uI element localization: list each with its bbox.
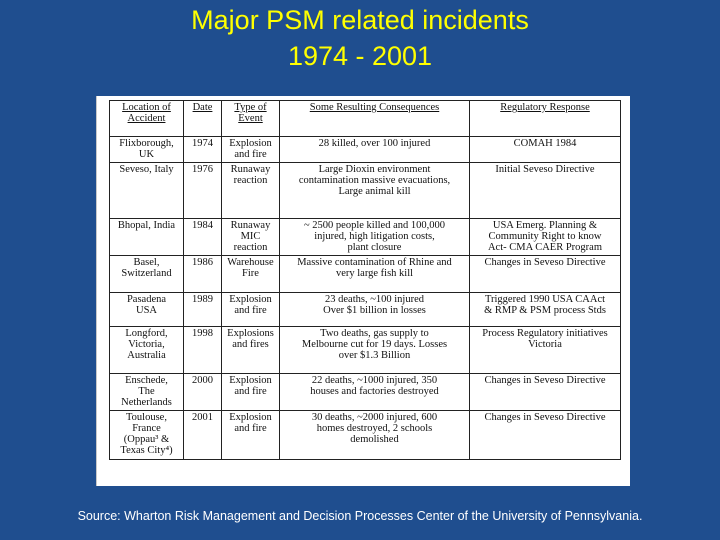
header-line: Type of [234,102,267,113]
cell-line: 1976 [192,164,213,175]
header-line: Regulatory Response [500,102,590,113]
cell-line: 30 deaths, ~2000 injured, 600 [311,412,438,423]
header-consequences [280,101,470,137]
cell-line: 2001 [192,412,213,423]
cell-line: 1989 [192,294,213,305]
cell-date [184,137,222,163]
cell-line: Seveso, Italy [119,164,174,175]
cell-line: 23 deaths, ~100 injured [325,294,424,305]
cell-line: and fire [234,305,267,316]
cell-line: Initial Seveso Directive [495,164,595,175]
cell-location [110,137,184,163]
cell-event-type [222,163,280,219]
cell-line: 1986 [192,257,213,268]
cell-line: Netherlands [121,397,172,408]
cell-regulatory-response [470,163,621,219]
header-event-type [222,101,280,137]
cell-line: Community Right to know [488,231,602,242]
cell-location [110,327,184,374]
slide-title-line-1: Major PSM related incidents [191,5,529,35]
cell-line: Australia [127,350,166,361]
cell-regulatory-response [470,327,621,374]
cell-line: Flixborough, [119,138,174,149]
cell-event-type [222,327,280,374]
cell-line: ~ 2500 people killed and 100,000 [304,220,445,231]
cell-line: 1974 [192,138,213,149]
cell-line: & RMP & PSM process Stds [484,305,606,316]
cell-line: over $1.3 Billion [338,350,411,361]
cell-date [184,411,222,460]
cell-line: homes destroyed, 2 schools [316,423,433,434]
table-row [110,374,621,411]
cell-date [184,219,222,256]
cell-line: 1998 [192,328,213,339]
header-line: Accident [127,113,166,124]
cell-line: Explosions [227,328,274,339]
cell-location [110,219,184,256]
cell-location [110,163,184,219]
cell-date [184,374,222,411]
cell-line: Fire [242,268,259,279]
incident-table-card [96,96,630,486]
table-row [110,327,621,374]
cell-line: Act- CMA CAER Program [487,242,603,253]
header-date [184,101,222,137]
cell-location [110,293,184,327]
cell-line: MIC [240,231,261,242]
cell-line: injured, high litigation costs, [314,231,435,242]
cell-line: very large fish kill [335,268,414,279]
cell-line: Longford, [125,328,168,339]
cell-line: Process Regulatory initiatives [482,328,608,339]
cell-line: contamination massive evacuations, [298,175,451,186]
cell-line: 28 killed, over 100 injured [318,138,431,149]
cell-line: The [138,386,155,397]
cell-consequences [280,163,470,219]
cell-line: Bhopal, India [117,220,176,231]
cell-consequences [280,411,470,460]
cell-line: Changes in Seveso Directive [484,412,606,423]
cell-line: Warehouse [227,257,274,268]
cell-line: Explosion [229,138,272,149]
cell-line: Victoria [528,339,562,350]
cell-line: Texas City⁴) [120,445,173,456]
cell-line: Victoria, [128,339,165,350]
cell-regulatory-response [470,411,621,460]
cell-date [184,327,222,374]
cell-line: Runaway [230,164,271,175]
cell-line: 1984 [192,220,213,231]
cell-event-type [222,374,280,411]
cell-event-type [222,137,280,163]
cell-line: 22 deaths, ~1000 injured, 350 [311,375,438,386]
cell-line: Changes in Seveso Directive [484,375,606,386]
cell-line: Triggered 1990 USA CAAct [484,294,606,305]
header-line: Location of [122,102,171,113]
cell-line: Explosion [229,412,272,423]
cell-date [184,163,222,219]
cell-line: France [132,423,161,434]
header-regulatory-response [470,101,621,137]
cell-location [110,374,184,411]
cell-line: and fires [232,339,269,350]
cell-consequences [280,137,470,163]
slide-title-line-2: 1974 - 2001 [287,41,433,71]
cell-line: plant closure [347,242,402,253]
cell-consequences [280,256,470,293]
cell-event-type [222,411,280,460]
cell-line: Explosion [229,294,272,305]
cell-line: (Oppau³ & [123,434,170,445]
cell-line: Enschede, [125,375,168,386]
cell-line: reaction [233,175,268,186]
table-row [110,163,621,219]
cell-regulatory-response [470,219,621,256]
cell-date [184,293,222,327]
cell-date [184,256,222,293]
cell-line: UK [138,149,155,160]
slide-title [0,2,720,74]
cell-line: 2000 [192,375,213,386]
header-line: Event [238,113,263,124]
cell-line: Two deaths, gas supply to [320,328,429,339]
cell-regulatory-response [470,293,621,327]
cell-line: reaction [233,242,268,253]
cell-regulatory-response [470,137,621,163]
cell-line: houses and factories destroyed [310,386,439,397]
cell-line: Over $1 billion in losses [323,305,426,316]
table-row [110,219,621,256]
cell-line: Toulouse, [126,412,167,423]
cell-event-type [222,256,280,293]
cell-line: and fire [234,149,267,160]
cell-consequences [280,374,470,411]
table-row [110,256,621,293]
cell-line: and fire [234,423,267,434]
header-line: Some Resulting Consequences [309,102,440,113]
table-body [110,137,621,460]
table-row [110,293,621,327]
cell-consequences [280,219,470,256]
cell-line: Changes in Seveso Directive [484,257,606,268]
table-row [110,137,621,163]
cell-location [110,256,184,293]
cell-consequences [280,293,470,327]
cell-line: Pasadena [126,294,167,305]
cell-event-type [222,293,280,327]
cell-line: demolished [350,434,399,445]
cell-location [110,411,184,460]
source-citation: Source: Wharton Risk Management and Decision Processes Center of the University of Pennsylvania. [77,509,643,523]
cell-line: COMAH 1984 [513,138,577,149]
cell-line: Melbourne cut for 19 days. Losses [301,339,448,350]
incident-table [109,100,621,460]
cell-line: Switzerland [121,268,172,279]
cell-line: USA Emerg. Planning & [492,220,598,231]
cell-line: Explosion [229,375,272,386]
table-header-row [110,101,621,137]
cell-line: Large animal kill [338,186,411,197]
cell-line: USA [135,305,157,316]
cell-consequences [280,327,470,374]
cell-line: Basel, [133,257,160,268]
cell-line: Runaway [230,220,271,231]
cell-line: Large Dioxin environment [318,164,431,175]
cell-line: Massive contamination of Rhine and [297,257,452,268]
table-row [110,411,621,460]
cell-regulatory-response [470,374,621,411]
cell-line: and fire [234,386,267,397]
cell-event-type [222,219,280,256]
header-location [110,101,184,137]
header-line: Date [192,102,213,113]
cell-regulatory-response [470,256,621,293]
